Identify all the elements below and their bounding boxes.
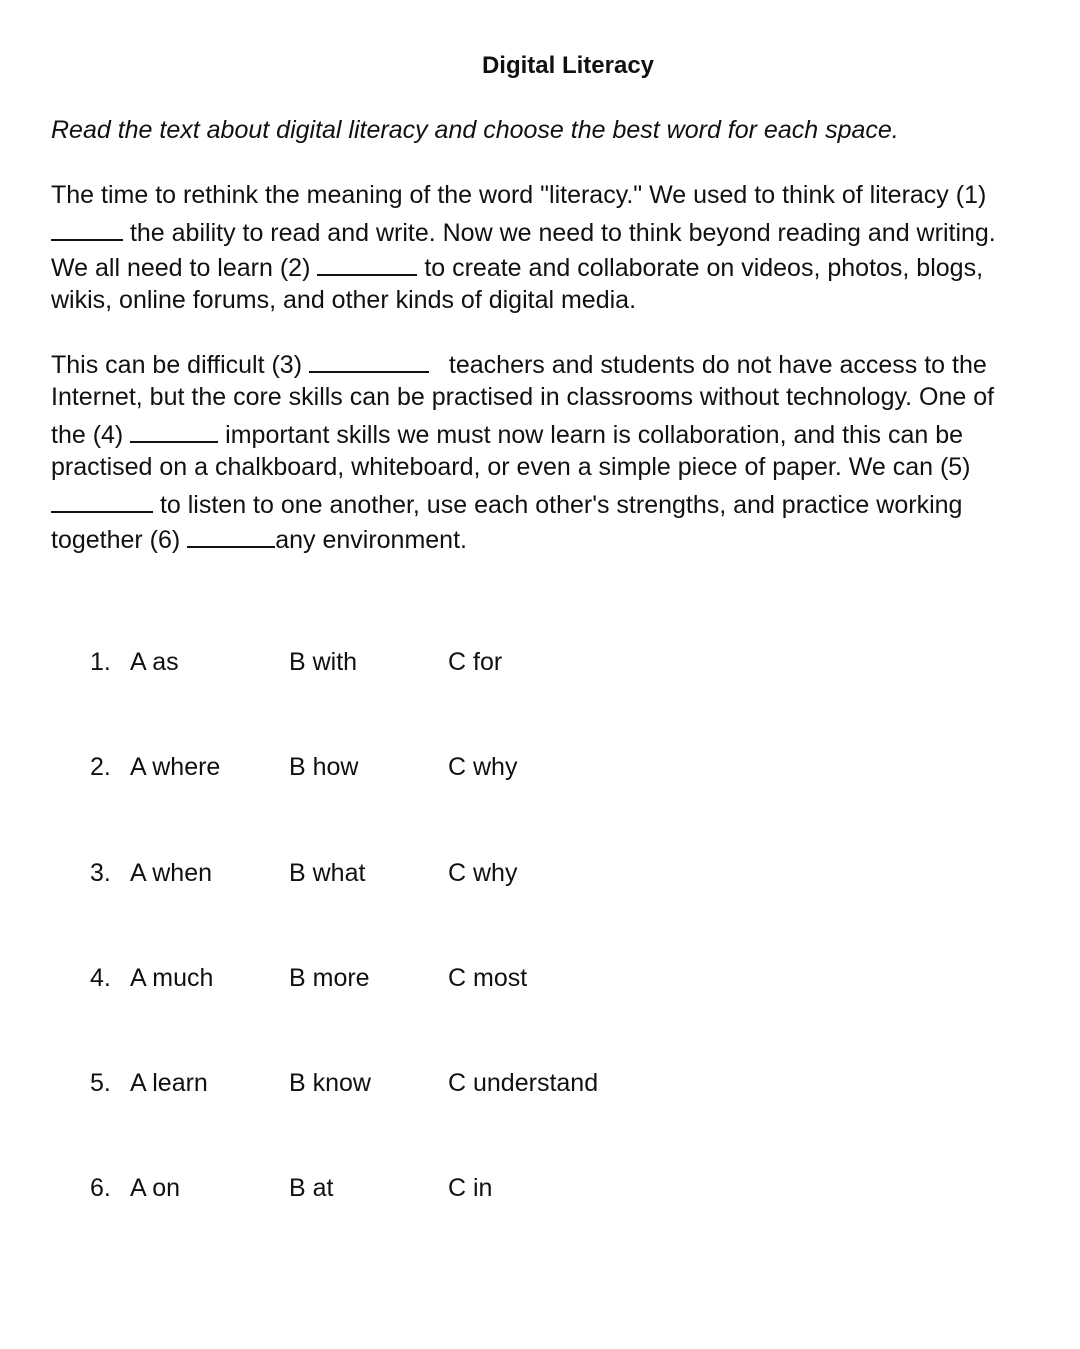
option-b[interactable]: B know <box>289 1069 371 1097</box>
option-a[interactable]: A where <box>130 753 221 781</box>
option-number: 1. <box>90 648 111 676</box>
paragraph-1-line-2 <box>51 213 996 248</box>
paragraph-1-line-3 <box>51 248 996 283</box>
option-a[interactable]: A when <box>130 859 213 887</box>
paragraph-2-line-2 <box>51 380 994 415</box>
blank-3[interactable] <box>309 345 429 373</box>
option-number: 6. <box>90 1174 111 1202</box>
option-a[interactable]: A as <box>130 648 179 676</box>
paragraph-1 <box>51 178 996 318</box>
option-c[interactable]: C why <box>448 859 518 887</box>
instructions: Read the text about digital literacy and choose the best word for each space. <box>51 116 899 144</box>
blank-1[interactable] <box>51 213 123 241</box>
option-number: 5. <box>90 1069 111 1097</box>
option-a[interactable]: A much <box>130 964 214 992</box>
option-b[interactable]: B more <box>289 964 370 992</box>
text: wikis, online forums, and other kinds of digital media. <box>51 286 637 314</box>
text: We all need to learn (2) <box>51 254 311 282</box>
paragraph-2-line-6 <box>51 520 994 555</box>
blank-2[interactable] <box>317 248 417 276</box>
text: the (4) <box>51 421 124 449</box>
text: Internet, but the core skills can be practised in classrooms without technology. One of <box>51 383 995 411</box>
blank-5[interactable] <box>51 485 153 513</box>
option-c[interactable]: C understand <box>448 1069 599 1097</box>
text: teachers and students do not have access to the <box>448 351 987 379</box>
text: practised on a chalkboard, whiteboard, or even a simple piece of paper. We can (5) <box>51 453 971 481</box>
option-c[interactable]: C why <box>448 753 518 781</box>
option-number: 2. <box>90 753 111 781</box>
text: important skills we must now learn is collaboration, and this can be <box>225 421 964 449</box>
paragraph-2 <box>51 345 994 555</box>
option-b[interactable]: B what <box>289 859 366 887</box>
option-b[interactable]: B with <box>289 648 358 676</box>
option-a[interactable]: A on <box>130 1174 181 1202</box>
text: any environment. <box>275 526 467 554</box>
option-c[interactable]: C most <box>448 964 528 992</box>
option-c[interactable]: C in <box>448 1174 493 1202</box>
paragraph-2-line-5 <box>51 485 994 520</box>
paragraph-2-line-4 <box>51 450 994 485</box>
option-number: 4. <box>90 964 111 992</box>
blank-6[interactable] <box>187 520 275 548</box>
option-a[interactable]: A learn <box>130 1069 208 1097</box>
option-number: 3. <box>90 859 111 887</box>
text: The time to rethink the meaning of the word "literacy." We used to think of literacy (1) <box>51 181 987 209</box>
paragraph-2-line-3 <box>51 415 994 450</box>
text: This can be difficult (3) <box>51 351 303 379</box>
text: together (6) <box>51 526 181 554</box>
paragraph-1-line-1 <box>51 178 996 213</box>
paragraph-2-line-1 <box>51 345 994 380</box>
page-title: Digital Literacy <box>481 52 655 79</box>
option-c[interactable]: C for <box>448 648 503 676</box>
blank-4[interactable] <box>130 415 218 443</box>
option-b[interactable]: B how <box>289 753 359 781</box>
text: to listen to one another, use each other's strengths, and practice working <box>159 491 963 519</box>
option-b[interactable]: B at <box>289 1174 334 1202</box>
text: the ability to read and write. Now we need to think beyond reading and writing. <box>129 219 996 247</box>
paragraph-1-line-4 <box>51 283 996 318</box>
text: to create and collaborate on videos, photos, blogs, <box>424 254 984 282</box>
